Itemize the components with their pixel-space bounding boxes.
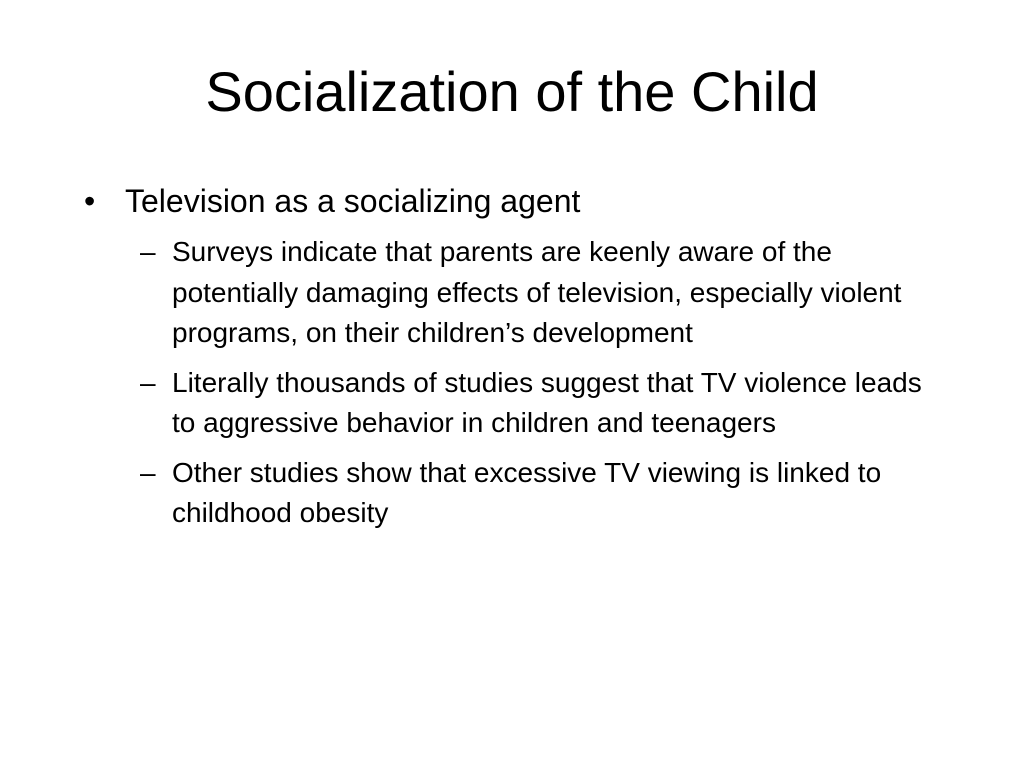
- sub-bullet-item: [140, 232, 932, 354]
- dash-marker: –: [140, 366, 156, 398]
- sub-bullet-item: [140, 363, 932, 444]
- sub-bullet-text: Literally thousands of studies suggest that TV violence leads to aggressive behavior in children and teenagers: [172, 366, 922, 438]
- sub-bullet-text: Surveys indicate that parents are keenly aware of the potentially damaging effects of television, especially violent programs, on their children’s development: [172, 236, 902, 348]
- bullet-text: Television as a socializing agent: [125, 183, 581, 219]
- sub-bullet-item: [140, 453, 932, 534]
- sub-bullet-text: Other studies show that excessive TV viewing is linked to childhood obesity: [172, 456, 882, 528]
- dash-marker: –: [140, 236, 156, 267]
- bullet-marker: •: [84, 183, 96, 219]
- slide-body: [84, 176, 964, 543]
- sub-bullet-list: [140, 232, 964, 534]
- bullet-item: [84, 176, 964, 226]
- slide-title: Socialization of the Child: [205, 60, 819, 123]
- dash-marker: –: [140, 456, 156, 488]
